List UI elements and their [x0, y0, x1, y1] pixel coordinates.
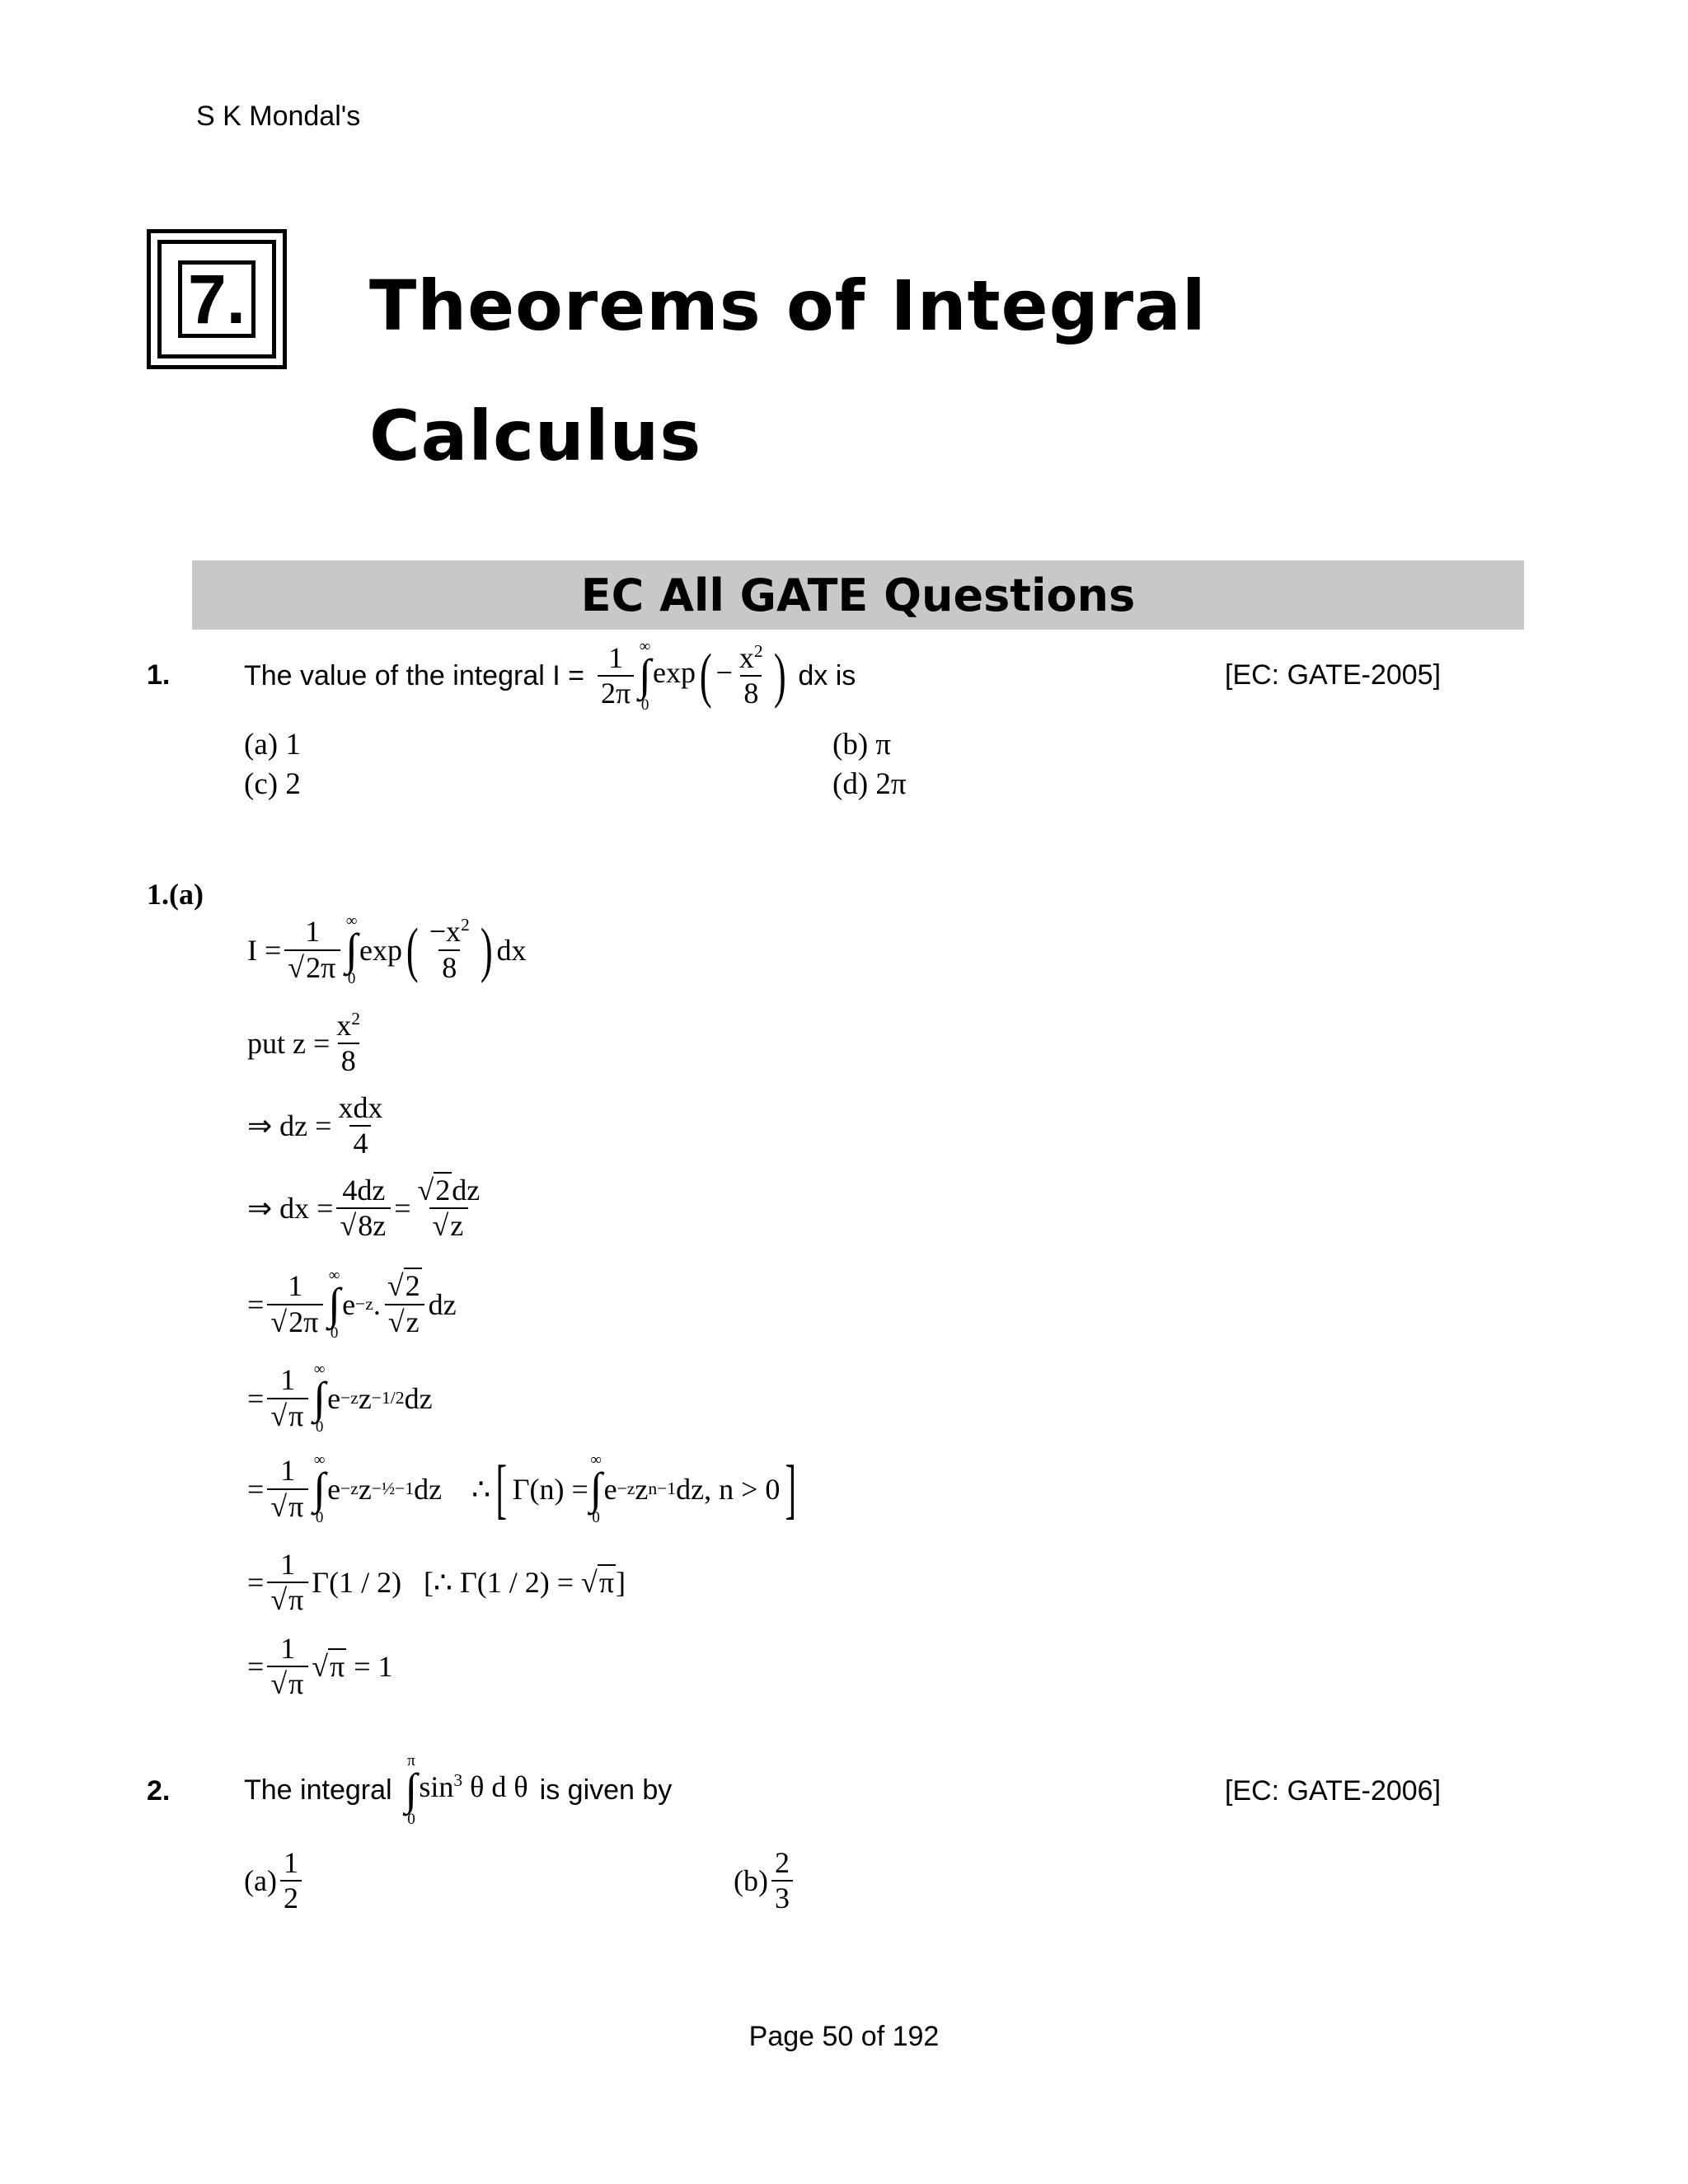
question-1-option-a: (a) 1	[244, 728, 301, 762]
chapter-number-box	[147, 229, 287, 369]
question-2-text: The integral π ∫ 0 $\sin^3 \theta$ d θ is given by	[244, 1752, 673, 1828]
chapter-title-line1: Theorems of Integral	[369, 265, 1207, 346]
question-1-text: The value of the integral I = $\frac{1}{2\pi}$ ∞ ∫ 0 exp( − $\frac{x^2}{8}$ ) dx is	[244, 638, 856, 714]
question-1-option-d: (d) 2π	[832, 767, 907, 801]
question-1-option-c: (c) 2	[244, 767, 301, 801]
section-heading: EC All GATE Questions	[580, 569, 1136, 621]
question-1-number: 1.	[147, 659, 171, 691]
question-2-tag: [EC: GATE-2006]	[1225, 1775, 1442, 1807]
page-footer: Page 50 of 192	[748, 2021, 940, 2052]
question-1-integral: $\frac{1}{2\pi}$ ∞ ∫ 0 exp( − $\frac{x^2}{8}$ )	[594, 639, 790, 712]
question-2-integral: π ∫ 0 $\sin^3 \theta$ d θ	[405, 1752, 528, 1828]
solution-step-7: = $\frac{1}{√\pi}$ ∞ ∫ 0 e −z z −½−1 dz ∴ [ Γ(n) = ∞ ∫ 0 e −z z n−1 dz, n > 0 ]	[247, 1451, 797, 1527]
answer-1-label: 1.(a)	[147, 878, 204, 911]
question-1-option-b: (b) π	[832, 728, 892, 762]
question-2-option-a: (a) $\frac{1}{2}$	[244, 1846, 305, 1916]
solution-step-8: = $\frac{1}{√\pi}$ Γ(1 / 2) [∴ Γ(1 / 2) = √ π ]	[247, 1548, 626, 1617]
solution-step-9: = $\frac{1}{√\pi}$ √ π = 1	[247, 1632, 393, 1701]
solution-step-4: ⇒ dx = $\frac{4dz}{√8z}$ = $\frac{√2dz}{√z}$	[247, 1174, 481, 1243]
page-header-author: S K Mondal's	[196, 101, 361, 132]
chapter-title-line2: Calculus	[369, 396, 702, 476]
section-banner	[192, 560, 1524, 630]
question-1-tag: [EC: GATE-2005]	[1225, 659, 1442, 691]
solution-step-3: ⇒ dz = $\frac{\text{xdx}}{4}$	[247, 1091, 383, 1160]
question-2-option-b: (b) $\frac{2}{3}$	[734, 1846, 796, 1916]
solution-step-6: = $\frac{1}{√\pi}$ ∞ ∫ 0 e −z z −1/2 dz	[247, 1361, 433, 1436]
solution-step-1: I = $\frac{1}{√2\pi}$ ∞ ∫ 0 exp ( $\frac{-x^2}{8}$ ) dx	[247, 912, 527, 988]
solution-step-2: put z = $\frac{x^2}{8}$	[247, 1009, 361, 1078]
chapter-number: 7.	[187, 260, 246, 338]
question-2-number: 2.	[147, 1775, 171, 1807]
solution-step-5: = $\frac{1}{√2\pi}$ ∞ ∫ 0 e −z . $\frac{√2}{√z}$ dz	[247, 1267, 457, 1343]
